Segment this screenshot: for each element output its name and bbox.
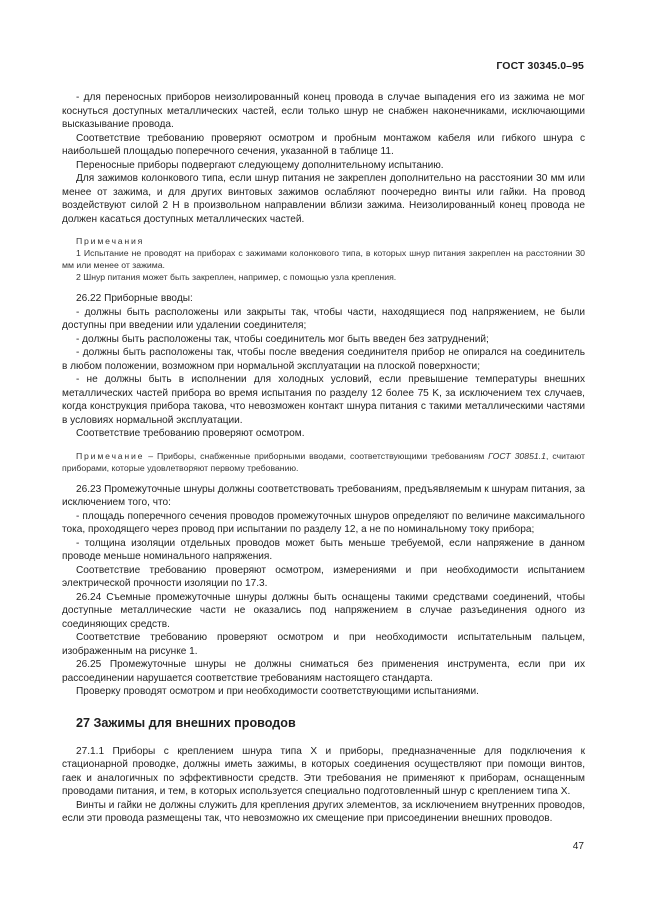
paragraph: - должны быть расположены так, чтобы после введения соединителя прибор не опирался на соединитель в любом положении, возможном при нормальной эксплуатации на плоской поверхности; <box>62 347 585 372</box>
note-item: 1 Испытание не проводят на приборах с зажимами колонкового типа, в которых шнур питания закреплен на расстоянии 30 мм или менее от зажима. <box>62 248 585 270</box>
page-content <box>62 91 585 826</box>
paragraph: Проверку проводят осмотром и при необходимости соответствующими испытаниями. <box>76 686 479 697</box>
paragraph: - толщина изоляции отдельных проводов может быть меньше требуемой, если напряжение в данном проводе меньше номинального напряжения. <box>62 537 585 562</box>
page-number: 47 <box>572 841 584 852</box>
paragraph: 27.1.1 Приборы с креплением шнура типа X и приборы, предназначенные для подключения к стационарной проводке, должны иметь зажимы, в которых соединения осуществляют при помощи винтов, гаек и аналогичных по эффективности средств. Эти требования не применяют к приборам, оснащенным проводами питания, и тем, в которых используется специально подготовленный шнур с креплением типа X. <box>62 745 585 797</box>
standard-reference: ГОСТ 30851.1 <box>488 450 546 461</box>
paragraph: 26.24 Съемные промежуточные шнуры должны быть оснащены такими средствами соединений, чтобы доступные металлические части не оказались под напряжением в случае разъединения одного из соединяющих средств. <box>62 591 585 630</box>
note-text: – Приборы, снабженные приборными вводами, соответствующими требованиям <box>144 450 489 461</box>
note-block <box>62 450 585 474</box>
paragraph: Переносные приборы подвергают следующему дополнительному испытанию. <box>76 159 444 171</box>
paragraph: - не должны быть в исполнении для холодных условий, если превышение температуры внешних металлических частей прибора во время испытания по разделу 12 более 75 K, за исключением тех случаев, когда конструкция прибора такова, что невозможен контакт шнура питания с такими металлическими частями в условиях нормальной эксплуатации. <box>62 374 585 426</box>
paragraph: 26.25 Промежуточные шнуры не должны сниматься без применения инструмента, если при их рассоединении нарушается соответствие требованиям настоящего стандарта. <box>62 659 585 684</box>
document-code-header: ГОСТ 30345.0–95 <box>496 60 584 72</box>
note-heading: Примечания <box>76 236 145 246</box>
note-label: Примечание <box>76 450 145 461</box>
section-title: 27 Зажимы для внешних проводов <box>76 715 296 730</box>
paragraph: Соответствие требованию проверяют осмотром. <box>76 428 305 439</box>
paragraph: - должны быть расположены так, чтобы соединитель мог быть введен без затруднений; <box>76 333 489 345</box>
paragraph: - должны быть расположены или закрыты так, чтобы части, находящиеся под напряжением, не были доступны при введении или удалении соединителя; <box>62 306 585 331</box>
note-text: , считают приборами, которые удовлетворяют первому требованию. <box>62 450 585 473</box>
paragraph: - площадь поперечного сечения проводов промежуточных шнуров определяют по величине максимального тока, проходящего через провод при испытании по разделу 12, а не по номинальному току прибора; <box>62 510 585 535</box>
paragraph: Соответствие требованию проверяют осмотром и пробным монтажом кабеля или гибкого шнура с наибольшей площадью поперечного сечения, указанной в таблице 11. <box>62 132 585 157</box>
paragraph: 26.23 Промежуточные шнуры должны соответствовать требованиям, предъявляемым к шнурам питания, за исключением того, что: <box>62 483 585 508</box>
note-item: 2 Шнур питания может быть закреплен, например, с помощью узла крепления. <box>76 272 397 282</box>
paragraph: - для переносных приборов неизолированный конец провода в случае выпадения его из зажима не мог коснуться доступных металлических частей, если только шнур не снабжен наконечниками, исключающими высказывание провода. <box>62 92 585 130</box>
paragraph: Для зажимов колонкового типа, если шнур питания не закреплен дополнительно на расстоянии 30 мм или менее от зажима, и для других винтовых зажимов ослабляют поочередно винты или гайки. На провод воздействуют силой 2 Н в произвольном направлении вблизи зажима. Неизолированный конец провода не должен касаться доступных металлических частей. <box>62 173 585 225</box>
paragraph: 26.22 Приборные вводы: <box>76 293 193 304</box>
paragraph: Соответствие требованию проверяют осмотром, измерениями и при необходимости испытанием электрической прочности изоляции по 17.3. <box>62 564 585 589</box>
paragraph: Винты и гайки не должны служить для крепления других элементов, за исключением внутренних проводов, если эти провода размещены так, что невозможно их смещение при присоединении внешних проводов. <box>62 799 585 824</box>
paragraph: Соответствие требованию проверяют осмотром и при необходимости испытательным пальцем, изображенным на рисунке 1. <box>62 632 585 657</box>
